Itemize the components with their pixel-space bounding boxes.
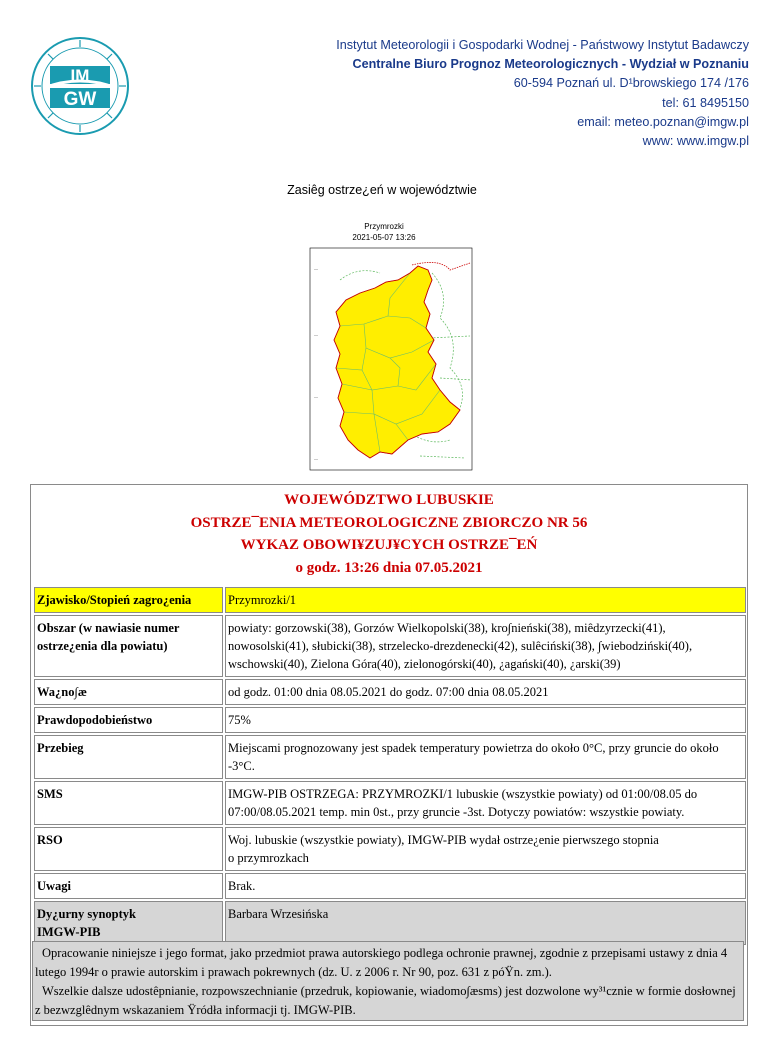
table-row xyxy=(34,735,746,779)
forecaster-label-line-1: Dy¿urny synoptyk xyxy=(37,907,136,921)
warning-box xyxy=(30,484,748,1026)
table-row xyxy=(34,873,746,899)
svg-text:—: — xyxy=(314,394,318,399)
row-value-validity: od godz. 01:00 dnia 08.05.2021 do godz. 07:00 dnia 08.05.2021 xyxy=(225,679,746,705)
svg-text:—: — xyxy=(314,456,318,461)
table-row xyxy=(34,901,746,945)
svg-text:—: — xyxy=(314,332,318,337)
warning-table xyxy=(32,585,748,947)
row-value-probability: 75% xyxy=(225,707,746,733)
phone: tel: 61 8495150 xyxy=(662,95,749,110)
row-value-forecaster: Barbara Wrzesińska xyxy=(225,901,746,945)
email[interactable]: email: meteo.poznan@imgw.pl xyxy=(577,114,749,129)
table-row xyxy=(34,679,746,705)
forecaster-label-line-2: IMGW-PIB xyxy=(37,925,101,939)
row-value-area: powiaty: gorzowski(38), Gorzów Wielkopolski(38), kro∫nieński(38), miêdzyrzecki(41), nowosolski(41), słubicki(38), strzelecko-drezdenecki(42), sulêciński(38), ∫wiebodziński(40), wschowski(40), Zielona Góra(40), zielonogórski(40), ¿agański(40), ¿arski(39) xyxy=(225,615,746,677)
map-timestamp: 2021-05-07 13:26 xyxy=(352,233,416,242)
row-label-probability: Prawdopodobieństwo xyxy=(34,707,223,733)
table-row xyxy=(34,781,746,825)
institute-name: Instytut Meteorologii i Gospodarki Wodnej - Państwowy Instytut Badawczy xyxy=(336,38,749,52)
table-row xyxy=(34,587,746,613)
row-label-validity: Wa¿no∫æ xyxy=(34,679,223,705)
list-heading: WYKAZ OBOWI¥ZUJ¥CYCH OSTRZE¯EŃ xyxy=(240,537,538,553)
copyright-paragraph-1: Opracowanie niniejsze i jego format, jako przedmiot prawa autorskiego podlega ochronie prawnej, zgodnie z przepisami ustawy z dnia 4 lutego 1994r o prawie autorskim i prawach pokrewnych (dz. U. z 2006 r. Nr 90, poz. 631 z póŸn. zm.). xyxy=(35,946,728,979)
row-label-rso: RSO xyxy=(34,827,223,871)
row-value-course: Miejscami prognozowany jest spadek temperatury powietrza do około 0°C, przy gruncie do około -3°C. xyxy=(225,735,746,779)
row-value-remarks: Brak. xyxy=(225,873,746,899)
map-caption: Zasiêg ostrze¿eń w województwie xyxy=(287,183,477,197)
row-value-phenomenon: Przymrozki/1 xyxy=(225,587,746,613)
row-value-rso xyxy=(225,827,746,871)
warning-title xyxy=(31,485,747,579)
logo-text-bottom: GW xyxy=(63,89,97,110)
rso-line-1: Woj. lubuskie (wszystkie powiaty), IMGW-PIB wydał ostrze¿enie pierwszego stopnia xyxy=(228,833,659,847)
bureau-name: Centralne Biuro Prognoz Meteorologicznych - Wydział w Poznaniu xyxy=(352,57,749,72)
copyright-notice xyxy=(32,941,744,1021)
logo-text-top: IM xyxy=(70,66,90,85)
table-row xyxy=(34,827,746,871)
row-label-remarks: Uwagi xyxy=(34,873,223,899)
website[interactable]: www: www.imgw.pl xyxy=(642,134,749,149)
row-label-course: Przebieg xyxy=(34,735,223,779)
row-label-area: Obszar (w nawiasie numer ostrze¿enia dla powiatu) xyxy=(34,615,223,677)
map-title: Przymrozki xyxy=(364,222,404,231)
copyright-paragraph-2: Wszelkie dalsze udostêpnianie, rozpowszechnianie (przedruk, kopiowanie, wiadomo∫æsms) jest dozwolone wy³¹cznie w formie dosłownej z bezwzglêdnym wskazaniem Ÿródła informacji tj. IMGW-PIB. xyxy=(35,984,736,1017)
table-row xyxy=(34,707,746,733)
voivodeship-title: WOJEWÓDZTWO LUBUSKIE xyxy=(284,492,494,508)
row-label-sms: SMS xyxy=(34,781,223,825)
rso-line-2: o przymrozkach xyxy=(228,851,309,865)
row-label-forecaster xyxy=(34,901,223,945)
warning-map xyxy=(300,218,480,480)
bulletin-number: OSTRZE¯ENIA METEOROLOGICZNE ZBIORCZO NR 56 xyxy=(190,514,588,531)
issue-time: o godz. 13:26 dnia 07.05.2021 xyxy=(295,559,483,576)
table-row xyxy=(34,615,746,677)
address: 60-594 Poznań ul. D¹browskiego 174 /176 xyxy=(513,76,749,91)
row-value-sms: IMGW-PIB OSTRZEGA: PRZYMROZKI/1 lubuskie (wszystkie powiaty) od 01:00/08.05 do 07:00/08.05.2021 temp. min 0st., przy gruncie -3st. Dotyczy powiatów: wszystkie powiaty. xyxy=(225,781,746,825)
institute-header xyxy=(229,36,749,151)
svg-text:—: — xyxy=(314,266,318,271)
row-label-phenomenon: Zjawisko/Stopień zagro¿enia xyxy=(34,587,223,613)
imgw-logo xyxy=(30,36,130,136)
